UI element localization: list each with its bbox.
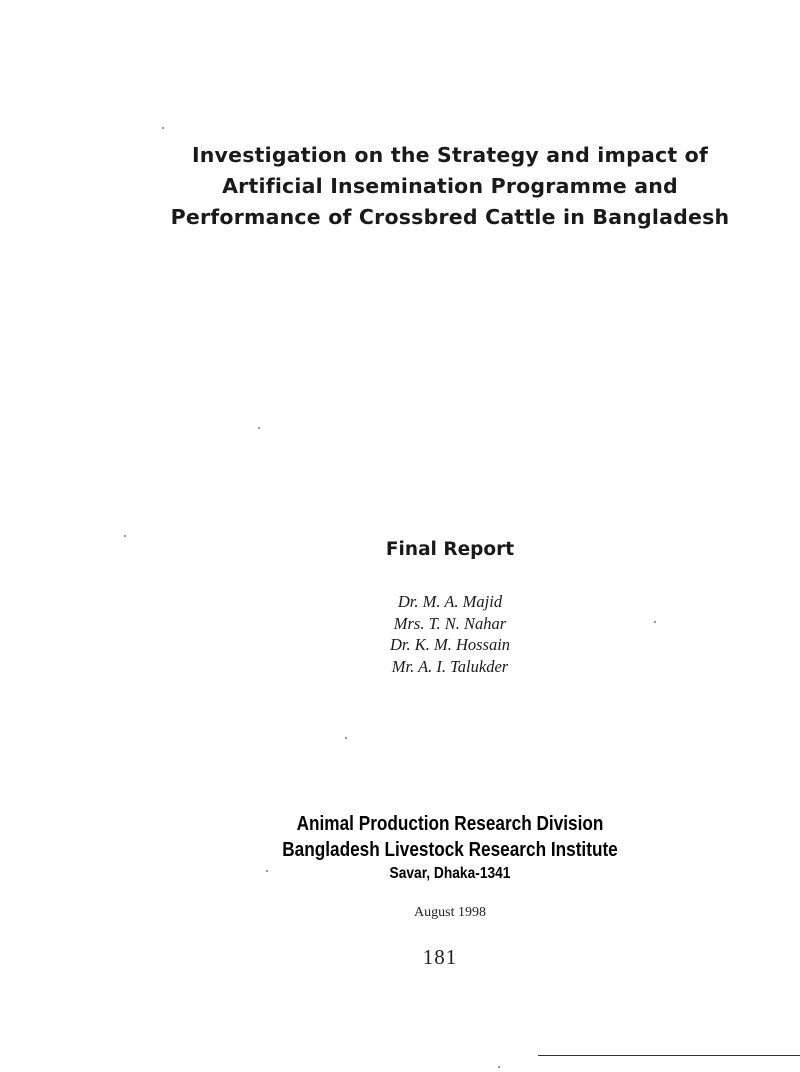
author-3: Dr. K. M. Hossain: [389, 635, 511, 654]
scan-speck: [498, 1066, 500, 1068]
scan-speck: [266, 870, 268, 872]
division-name: Animal Production Research Division: [296, 813, 604, 835]
footer-rule: [538, 1055, 800, 1056]
scan-speck: [345, 737, 347, 739]
scan-speck: [654, 621, 656, 623]
institute-name: Bangladesh Livestock Research Institute: [282, 839, 618, 861]
scan-speck: [124, 535, 126, 537]
title-line-3: Performance of Crossbred Cattle in Bangladesh: [170, 205, 730, 229]
author-list: [300, 591, 600, 677]
report-type-heading: Final Report: [385, 539, 515, 560]
author-2: Mrs. T. N. Nahar: [393, 613, 507, 633]
page-number: 181: [422, 945, 458, 969]
report-title: [140, 140, 760, 233]
publication-date: August 1998: [414, 905, 486, 920]
institute-block: [200, 811, 700, 884]
author-4: Mr. A. I. Talukder: [391, 656, 509, 676]
title-line-2: Artificial Insemination Programme and: [222, 174, 678, 198]
author-1: Dr. M. A. Majid: [397, 592, 503, 611]
scan-speck: [258, 427, 260, 429]
title-line-1: Investigation on the Strategy and impact of: [191, 143, 709, 167]
institute-address: Savar, Dhaka-1341: [389, 865, 511, 882]
scan-speck: [162, 127, 164, 129]
